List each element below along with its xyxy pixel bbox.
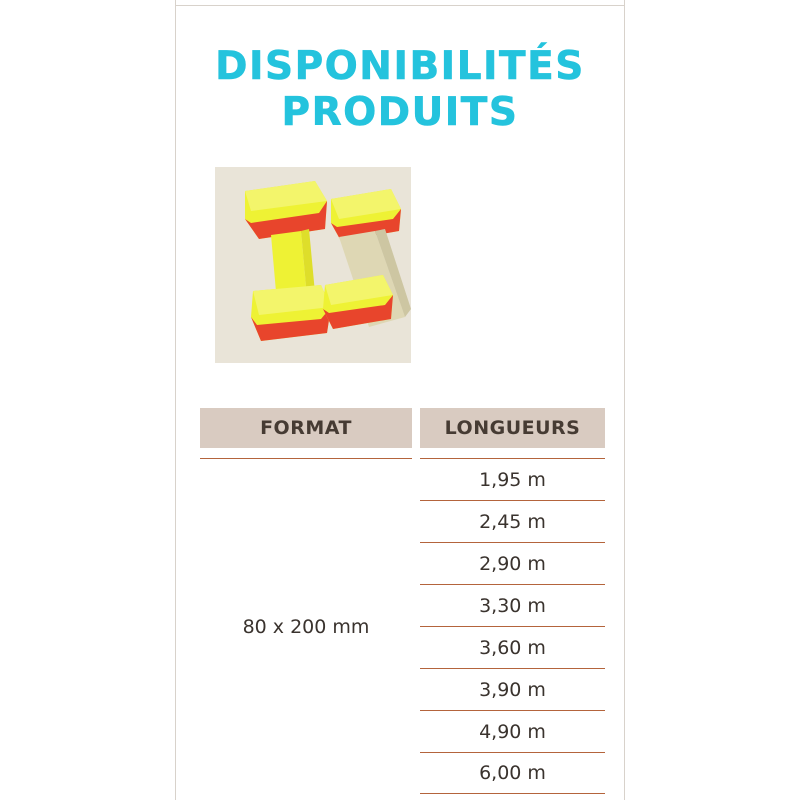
card-border-top <box>175 5 625 6</box>
header-gap <box>412 408 420 448</box>
table-row: 2,90 m <box>420 542 605 584</box>
page-title <box>175 44 625 136</box>
table-row: 3,60 m <box>420 626 605 668</box>
column-header-format: FORMAT <box>200 408 412 448</box>
table-header-row <box>200 408 605 448</box>
table-row: 2,45 m <box>420 500 605 542</box>
title-line-1: DISPONIBILITÉS <box>215 44 585 89</box>
table-row: 1,95 m <box>420 458 605 500</box>
availability-table <box>200 408 605 794</box>
body-gap <box>412 458 420 794</box>
table-row: 3,90 m <box>420 668 605 710</box>
lengths-column <box>420 458 605 794</box>
table-row: 6,00 m <box>420 752 605 794</box>
table-row: 4,90 m <box>420 710 605 752</box>
column-header-longueurs: LONGUEURS <box>420 408 605 448</box>
cell-format-value: 80 x 200 mm <box>200 458 412 794</box>
title-line-2: PRODUITS <box>281 90 519 135</box>
table-row: 3,30 m <box>420 584 605 626</box>
product-photo <box>215 167 411 363</box>
table-body <box>200 458 605 794</box>
